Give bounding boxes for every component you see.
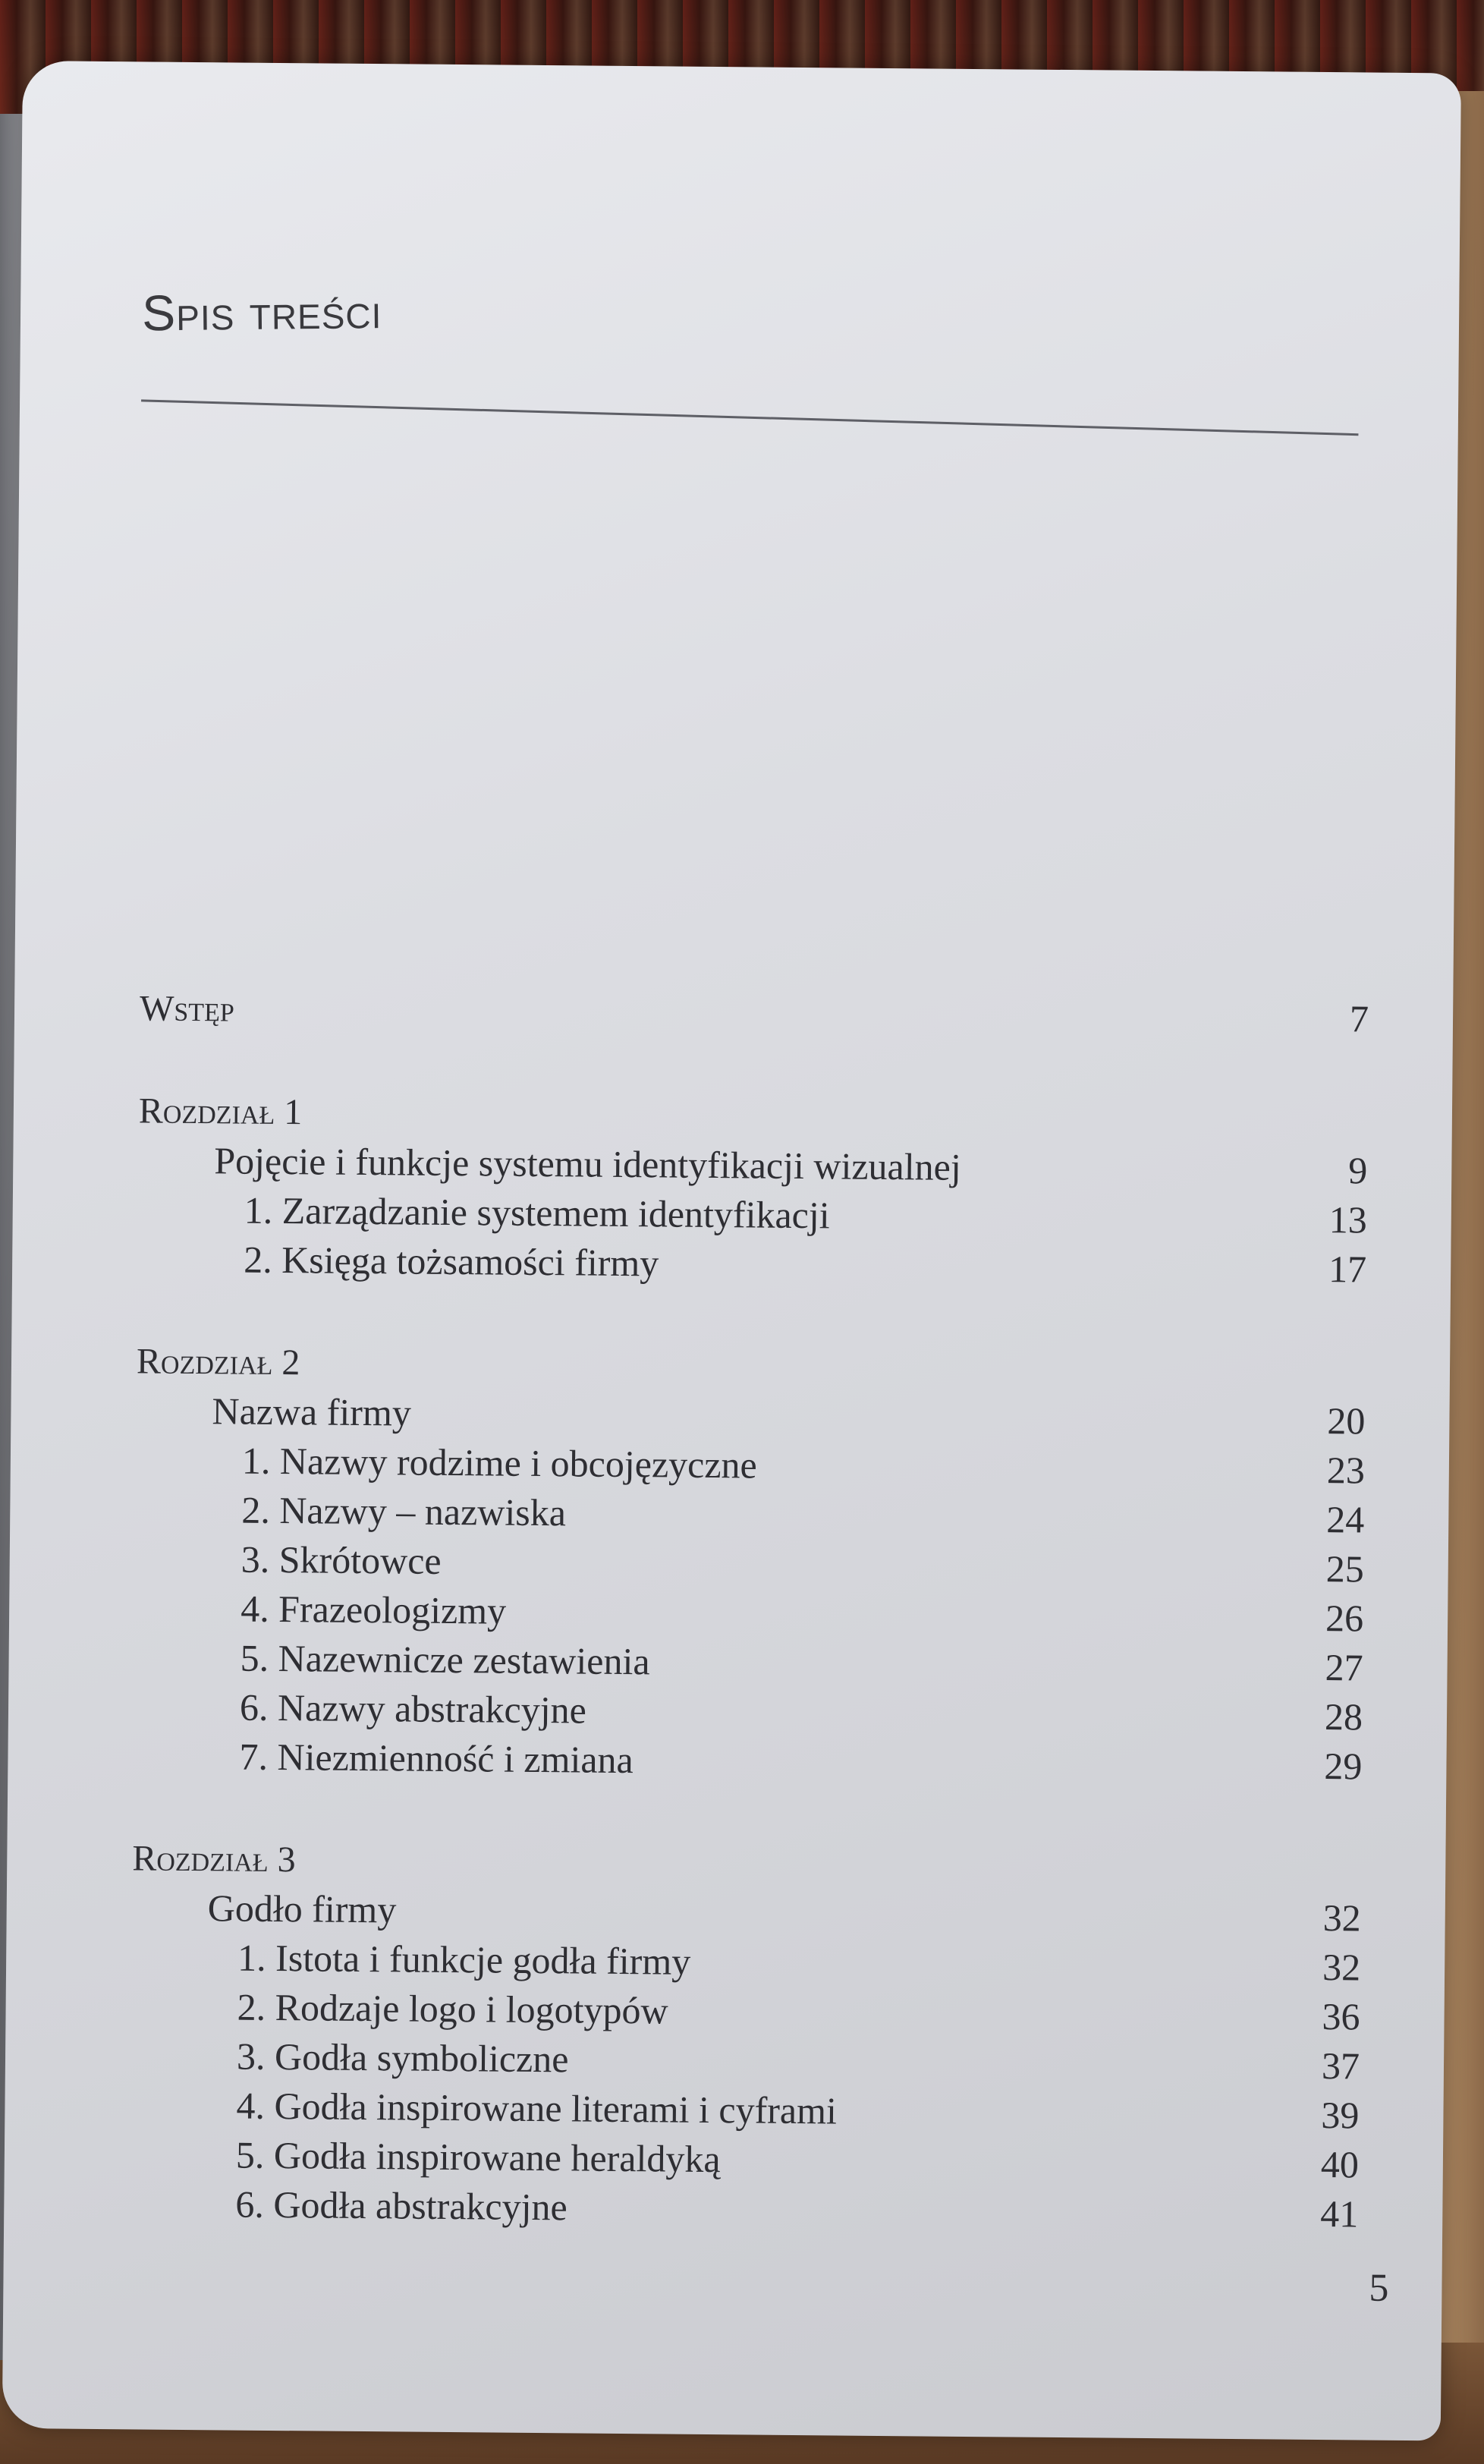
toc-section-label: 6. Nazwy abstrakcyjne — [239, 1685, 587, 1732]
toc-section-page: 13 — [1328, 1198, 1367, 1241]
toc-part-label: Rozdział 1 — [138, 1090, 303, 1133]
toc-part-label: Rozdział 3 — [132, 1838, 296, 1880]
toc-section-page: 41 — [1320, 2192, 1359, 2236]
toc-chapter-label: Godło firmy — [207, 1887, 397, 1931]
toc-chapter-page: 20 — [1327, 1399, 1366, 1443]
toc-section-label: 2. Nazwy – nazwiska — [241, 1488, 567, 1534]
toc-section-page: 26 — [1325, 1597, 1364, 1640]
toc-section-label: 2. Księga tożsamości firmy — [243, 1238, 659, 1285]
toc-chapter-page: 9 — [1348, 1149, 1368, 1192]
toc-section-page: 23 — [1326, 1449, 1366, 1492]
book-page — [2, 61, 1461, 2440]
toc-section-label: 5. Nazewnicze zestawienia — [240, 1636, 650, 1683]
toc-chapter-label: Nazwa firmy — [212, 1389, 412, 1434]
toc-section-label: 3. Skrótowce — [241, 1537, 442, 1582]
toc-section-page: 25 — [1325, 1547, 1364, 1591]
toc-section-page: 24 — [1326, 1498, 1365, 1541]
toc-section-page: 39 — [1321, 2094, 1360, 2137]
toc-section-page: 28 — [1324, 1695, 1363, 1739]
toc-section-label: 1. Nazwy rodzime i obcojęzyczne — [241, 1439, 757, 1487]
toc-section-label: 1. Zarządzanie systemem identyfikacji — [244, 1188, 830, 1237]
toc-intro-label: Wstęp — [139, 988, 235, 1030]
toc-section-page: 37 — [1321, 2044, 1360, 2088]
toc-chapter-page: 32 — [1322, 1896, 1361, 1940]
page-title: Spis treści — [141, 282, 382, 341]
toc-part-label: Rozdział 2 — [136, 1341, 300, 1383]
toc-section-page: 27 — [1325, 1646, 1363, 1689]
table-of-contents — [129, 983, 1369, 2239]
toc-section-label: 2. Rodzaje logo i logotypów — [237, 1985, 668, 2032]
toc-chapter-label: Pojęcie i funkcje systemu identyfikacji wizualnej — [214, 1139, 962, 1188]
title-underline — [141, 399, 1358, 436]
toc-section — [129, 2179, 1359, 2239]
toc-section-label: 4. Frazeologizmy — [240, 1587, 507, 1632]
toc-section-label: 5. Godła inspirowane heraldyką — [235, 2133, 721, 2181]
toc-section-label: 1. Istota i funkcje godła firmy — [237, 1936, 691, 1983]
toc-section-page: 40 — [1320, 2143, 1360, 2186]
toc-section-page: 29 — [1324, 1745, 1363, 1788]
toc-section-page: 32 — [1322, 1946, 1361, 1989]
page-number: 5 — [1369, 2266, 1389, 2310]
toc-section-label: 6. Godła abstrakcyjne — [235, 2182, 568, 2229]
toc-intro-page: 7 — [1349, 997, 1369, 1040]
toc-section-page: 36 — [1322, 1995, 1360, 2038]
toc-section-label: 3. Godła symboliczne — [236, 2034, 569, 2081]
toc-section-label: 7. Niezmienność i zmiana — [239, 1735, 634, 1782]
toc-section-page: 17 — [1328, 1248, 1367, 1291]
toc-section-label: 4. Godła inspirowane literami i cyframi — [236, 2084, 838, 2132]
